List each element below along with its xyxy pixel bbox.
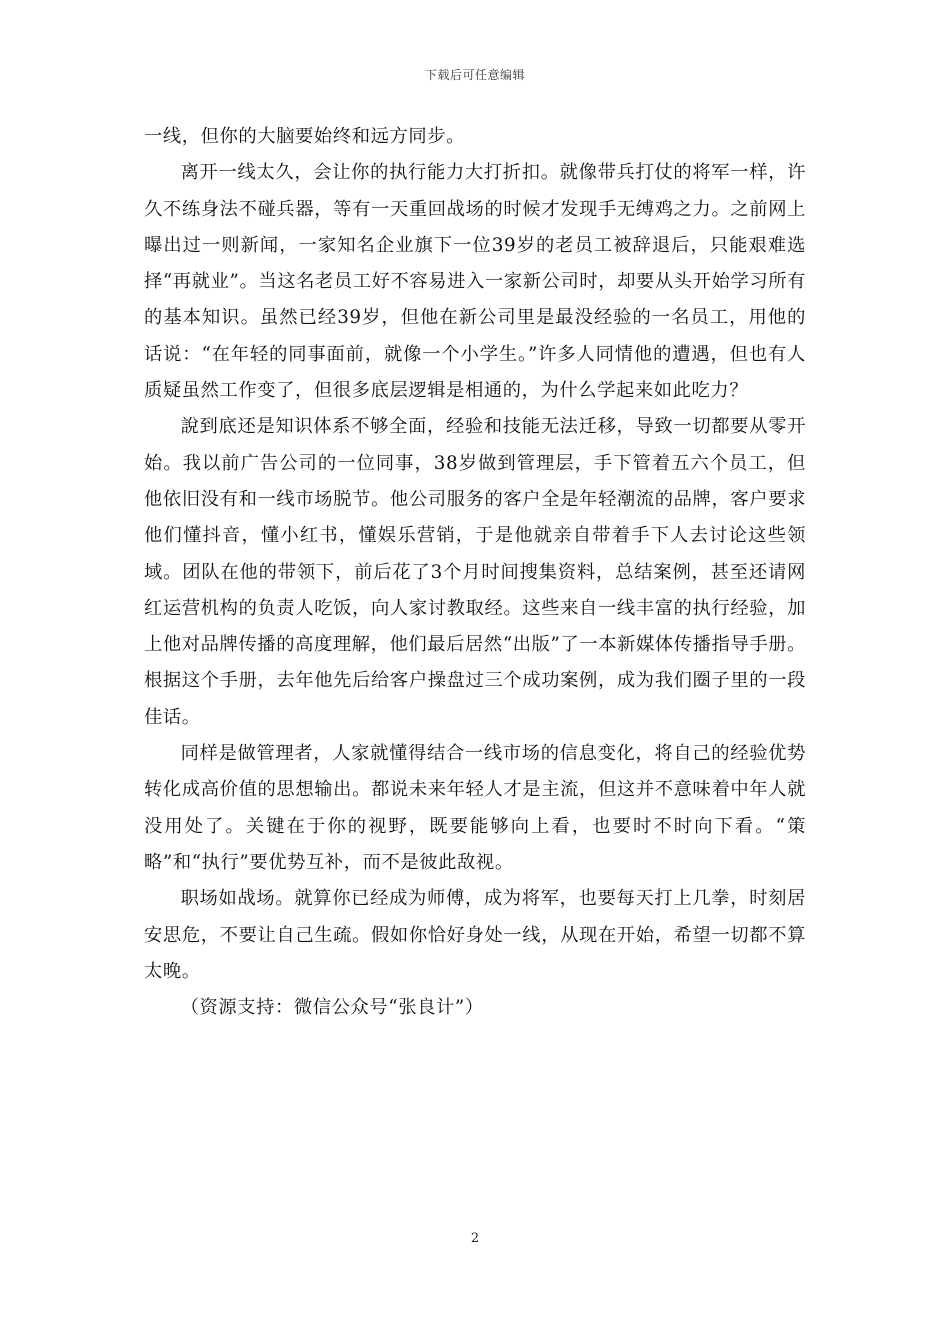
page-number: 2	[470, 1231, 480, 1246]
paragraph-5: 职场如战场。就算你已经成为师傅，成为将军，也要每天打上几拳，时刻居安思危，不要让自己生疏。假如你恰好身处一线，从现在开始，希望一切都不算太晚。	[144, 888, 806, 982]
page-header: 下载后可任意编辑	[424, 68, 525, 82]
paragraph-1: 一线，但你的大脑要始终和远方同步。	[144, 126, 465, 147]
paragraph-3: 說到底还是知识体系不够全面，经验和技能无法迁移，导致一切都要从零开始。我以前广告公司的一位同事，38岁做到管理层，手下管着五六个员工，但他依旧没有和一线市场脱节。他公司服务的客户全是年轻潮流的品牌，客户要求他们懂抖音，懂小红书，懂娱乐营销，于是他就亲自带着手下人去讨论这些领域。团队在他的带领下，前后花了3个月时间搜集资料，总结案例，甚至还请网红运营机构的负责人吃饭，向人家讨教取经。这些来自一线丰富的执行经验，加上他对品牌传播的高度理解，他们最后居然“出版”了一本新媒体传播指导手册。根据这个手册，去年他先后给客户操盘过三个成功案例，成为我们圈子里的一段佳话。	[144, 416, 806, 728]
paragraph-2: 离开一线太久，会让你的执行能力大打折扣。就像带兵打仗的将军一样，许久不练身法不碰兵器，等有一天重回战场的时候才发现手无缚鸡之力。之前网上曝出过一则新闻，一家知名企业旗下一位39岁的老员工被辞退后，只能艰难选择“再就业”。当这名老员工好不容易进入一家新公司时，却要从头开始学习所有的基本知识。虽然已经39岁，但他在新公司里是最没经验的一名员工，用他的话说：“在年轻的同事面前，就像一个小学生。”许多人同情他的遭遇，但也有人质疑虽然工作变了，但很多底层逻辑是相通的，为什么学起来如此吃力？	[144, 162, 806, 402]
body-text	[144, 119, 806, 1026]
paragraph-4: 同样是做管理者，人家就懂得结合一线市场的信息变化，将自己的经验优势转化成高价值的思想输出。都说未来年轻人才是主流，但这并不意味着中年人就没用处了。关键在于你的视野，既要能够向上看，也要时不时向下看。“策略”和“执行”要优势互补，而不是彼此敌视。	[144, 743, 806, 873]
source-note: （资源支持：微信公众号“张良计”）	[180, 997, 484, 1019]
